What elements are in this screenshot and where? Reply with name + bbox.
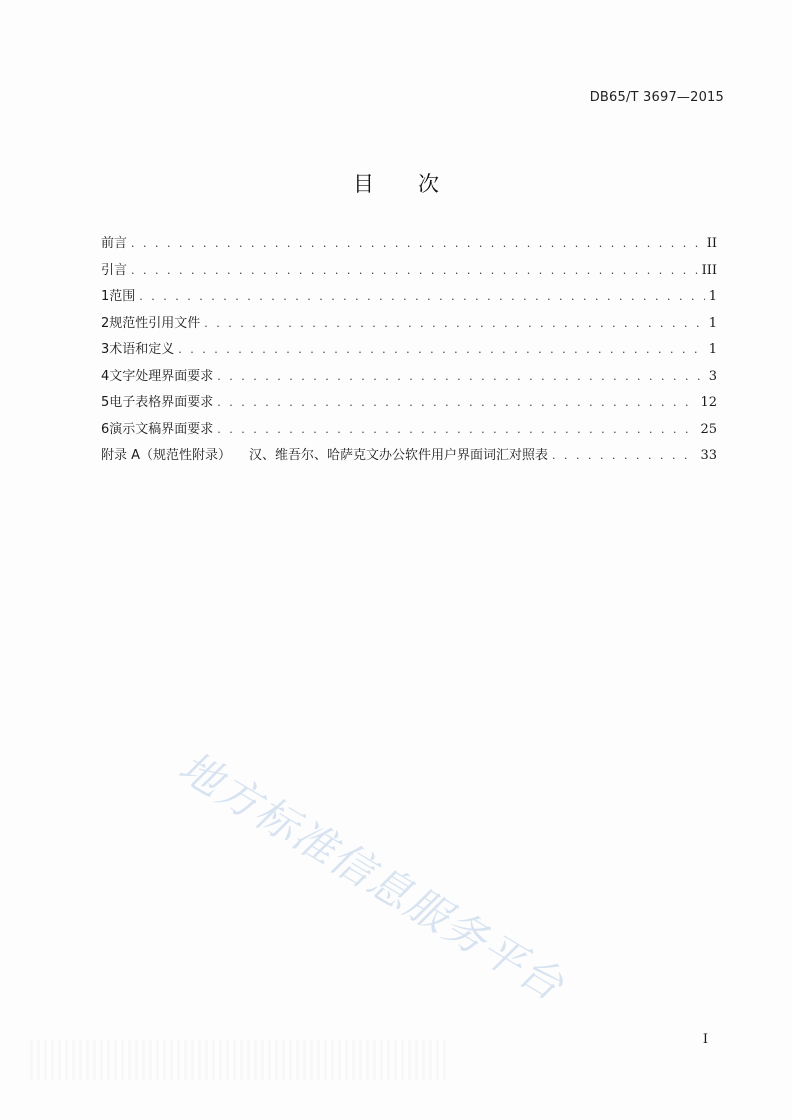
toc-annex-prefix: 附录 A（规范性附录） (101, 448, 232, 463)
toc-leader-dots (217, 423, 696, 436)
toc-entry-page: 3 (708, 368, 717, 384)
toc-entry-page: 1 (708, 342, 717, 357)
page-number: I (702, 1032, 708, 1047)
toc-entry-word-processing[interactable] (101, 365, 717, 392)
toc-entry-page: 12 (700, 395, 717, 410)
toc-entry-label: 范围 (109, 289, 136, 304)
toc-leader-dots (131, 264, 698, 277)
toc-leader-dots (139, 290, 704, 303)
toc-entry-page: 25 (700, 421, 717, 437)
document-code: DB65/T 3697—2015 (589, 90, 724, 105)
toc-entry-number: 2 (101, 315, 110, 331)
toc-entry-label: 引言 (101, 262, 128, 278)
toc-entry-page: 1 (708, 289, 717, 304)
toc-leader-dots (204, 317, 704, 330)
toc-entry-number: 4 (101, 368, 110, 384)
toc-title: 目次 (353, 172, 483, 196)
toc-entry-page: 1 (708, 315, 717, 331)
toc-entry-terms-definitions[interactable] (101, 338, 717, 365)
toc-entry-annex-a[interactable] (101, 444, 717, 471)
toc-entry-label: 文字处理界面要求 (109, 368, 214, 384)
toc-leader-dots (217, 396, 696, 409)
toc-entry-label: 术语和定义 (109, 342, 175, 357)
toc-entry-normative-references[interactable] (101, 312, 717, 339)
toc-entry-scope[interactable] (101, 285, 717, 312)
toc-entry-introduction[interactable] (101, 259, 717, 286)
toc-annex-title: 汉、维吾尔、哈萨克文办公软件用户界面词汇对照表 (249, 448, 549, 463)
toc-entry-presentation[interactable] (101, 418, 717, 445)
toc-entry-label: 规范性引用文件 (109, 315, 201, 331)
watermark: 地方标准信息服务平台 (170, 741, 574, 1011)
toc-entry-page: II (706, 236, 717, 251)
toc-leader-dots (552, 449, 696, 462)
toc-entry-number: 6 (101, 421, 110, 437)
toc-entry-spreadsheet[interactable] (101, 391, 717, 418)
toc-leader-dots (217, 370, 704, 383)
toc-entry-label (101, 444, 548, 463)
toc-leader-dots (178, 343, 704, 356)
table-of-contents (101, 232, 717, 471)
toc-entry-page: III (701, 262, 717, 278)
toc-entry-label: 电子表格界面要求 (109, 395, 214, 410)
toc-entry-page: 33 (700, 448, 717, 463)
toc-entry-label: 演示文稿界面要求 (109, 421, 214, 437)
toc-entry-label: 前言 (101, 236, 128, 251)
toc-entry-number: 5 (101, 395, 110, 410)
toc-entry-number: 3 (101, 342, 110, 357)
toc-leader-dots (131, 237, 703, 250)
toc-entry-foreword[interactable] (101, 232, 717, 259)
scan-artifact (30, 1040, 450, 1080)
toc-entry-number: 1 (101, 289, 110, 304)
